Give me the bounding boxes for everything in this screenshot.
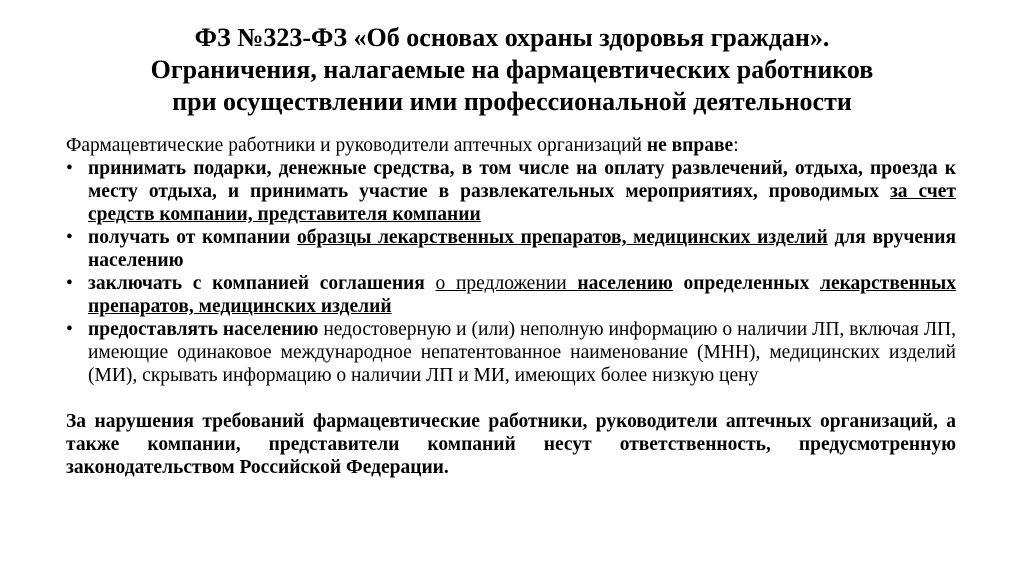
item-3-bold: заключать с компанией соглашения bbox=[88, 273, 436, 294]
list-item bbox=[66, 226, 956, 272]
item-2-underlined: образцы лекарственных препаратов, медицинских изделий bbox=[296, 227, 828, 248]
item-4-text: недостоверную и (или) неполную информацию о наличии ЛП, включая ЛП, имеющие одинаковое международное непатентованное наименование (МНН), медицинских изделий (МИ), скрывать информацию о наличии ЛП и МИ, имеющих более низкую цену bbox=[88, 319, 957, 386]
item-3-underlined-bold: населению bbox=[577, 273, 673, 294]
item-1-underlined: за счет средств компании, представителя компании bbox=[88, 181, 956, 225]
bullet: • bbox=[66, 319, 73, 340]
bullet: • bbox=[66, 273, 73, 294]
liability-note: За нарушения требований фармацевтические работники, руководители аптечных организаций, а также компании, представители компаний несут ответственность, предусмотренную законодательством Российской Федерации. bbox=[66, 411, 956, 478]
item-4-bold: предоставлять населению bbox=[88, 319, 319, 340]
list-item bbox=[66, 318, 956, 387]
item-2-tail: для вручения населению bbox=[88, 227, 956, 271]
bullet: • bbox=[66, 227, 73, 248]
slide-body bbox=[66, 134, 956, 479]
intro-bold: не вправе bbox=[646, 135, 734, 156]
intro-colon: : bbox=[733, 135, 739, 156]
title-line-3: при осуществлении ими профессиональной деятельности bbox=[172, 87, 852, 116]
item-3-bold-tail: определенных bbox=[672, 273, 820, 294]
list-item bbox=[66, 272, 956, 318]
restrictions-list bbox=[66, 157, 956, 387]
item-1-bold: принимать подарки, денежные средства, в том числе на оплату развлечений, отдыха, проезда к месту отдыха, и принимать участие в развлекательных мероприятиях, проводимых bbox=[88, 158, 956, 202]
item-3-underlined-plain: о предложении bbox=[435, 273, 578, 294]
title-line-2: Ограничения, налагаемые на фармацевтических работников bbox=[150, 55, 874, 84]
item-2-bold: получать от компании bbox=[88, 227, 297, 248]
intro-line bbox=[66, 134, 956, 157]
bullet: • bbox=[66, 158, 73, 179]
intro-text: Фармацевтические работники и руководители аптечных организаций bbox=[66, 135, 647, 156]
title-line-1: ФЗ №323-ФЗ «Об основах охраны здоровья граждан». bbox=[194, 23, 830, 52]
slide-title bbox=[40, 22, 984, 118]
item-3-underlined-end: лекарственных препаратов, медицинских изделий bbox=[88, 273, 956, 317]
list-item bbox=[66, 157, 956, 226]
